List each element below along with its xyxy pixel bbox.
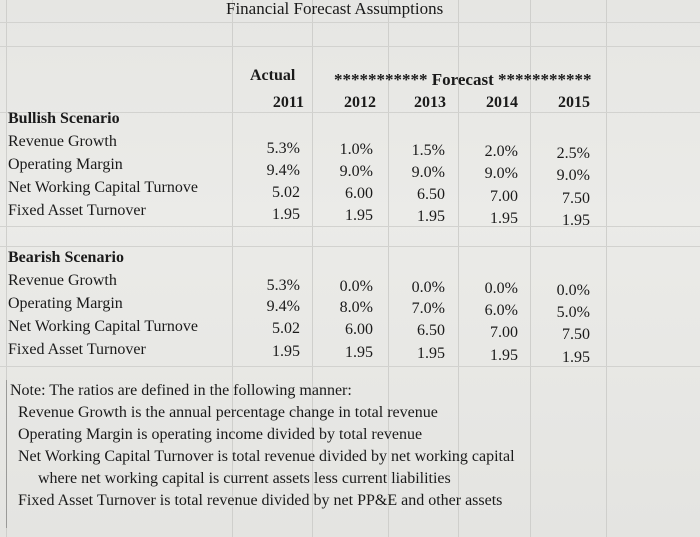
cell: 1.5% [411,142,445,159]
cell: 0.0% [556,282,590,299]
row-label: Net Working Capital Turnove [8,179,198,196]
row-label: Operating Margin [8,156,123,173]
cell: 9.0% [556,167,590,184]
note-line: Fixed Asset Turnover is total revenue divided by net PP&E and other assets [18,492,503,509]
row-label: Revenue Growth [8,133,117,150]
cell: 1.95 [490,210,518,227]
cell: 9.4% [266,162,300,179]
cell: 7.00 [490,324,518,341]
cell: 6.00 [345,185,373,202]
cell: 9.0% [484,165,518,182]
cell: 6.00 [345,321,373,338]
page-title: Financial Forecast Assumptions [226,0,444,18]
cell: 2.0% [484,143,518,160]
row-label: Revenue Growth [8,272,117,289]
cell: 1.95 [272,343,300,360]
cell: 1.95 [272,206,300,223]
cell: 1.0% [339,141,373,158]
note-line: Revenue Growth is the annual percentage change in total revenue [18,404,438,421]
bearish-title: Bearish Scenario [8,249,124,266]
cell: 1.95 [490,347,518,364]
row-label: Operating Margin [8,295,123,312]
cell: 2.5% [556,145,590,162]
cell: 9.4% [266,298,300,315]
bullish-title: Bullish Scenario [8,110,120,127]
cell: 5.02 [272,184,300,201]
grid-line [0,246,700,247]
year-2015: 2015 [558,94,590,111]
row-label: Net Working Capital Turnove [8,318,198,335]
cell: 7.0% [411,300,445,317]
cell: 9.0% [411,164,445,181]
grid-line [0,46,700,47]
cell: 5.02 [272,320,300,337]
cell: 0.0% [484,280,518,297]
year-2014: 2014 [486,94,518,111]
cell: 5.0% [556,304,590,321]
cell: 5.3% [266,140,300,157]
cell: 6.0% [484,302,518,319]
year-2011: 2011 [272,94,304,111]
cell: 5.3% [266,277,300,294]
cell: 1.95 [562,349,590,366]
note-line: Operating Margin is operating income divided by total revenue [18,426,423,443]
cell: 1.95 [417,345,445,362]
notes-heading: Note: The ratios are defined in the following manner: [10,382,352,399]
grid-line [0,366,700,367]
note-line: where net working capital is current assets less current liabilities [38,470,451,487]
row-label: Fixed Asset Turnover [8,341,146,358]
cell: 9.0% [339,163,373,180]
grid-line [0,22,700,23]
cell: 1.95 [345,344,373,361]
cell: 1.95 [345,207,373,224]
row-label: Fixed Asset Turnover [8,202,146,219]
cell: 7.00 [490,188,518,205]
year-2012: 2012 [344,94,376,111]
cell: 8.0% [339,299,373,316]
year-2013: 2013 [414,94,446,111]
cell: 7.50 [562,326,590,343]
cell: 1.95 [417,208,445,225]
cell: 7.50 [562,190,590,207]
forecast-header: *********** Forecast *********** [334,70,592,89]
cell: 0.0% [411,279,445,296]
cell: 1.95 [562,212,590,229]
grid-line [0,226,700,227]
cell: 6.50 [417,322,445,339]
cell: 0.0% [339,278,373,295]
cell: 6.50 [417,186,445,203]
note-line: Net Working Capital Turnover is total revenue divided by net working capital [18,448,515,465]
actual-header: Actual [250,67,296,84]
